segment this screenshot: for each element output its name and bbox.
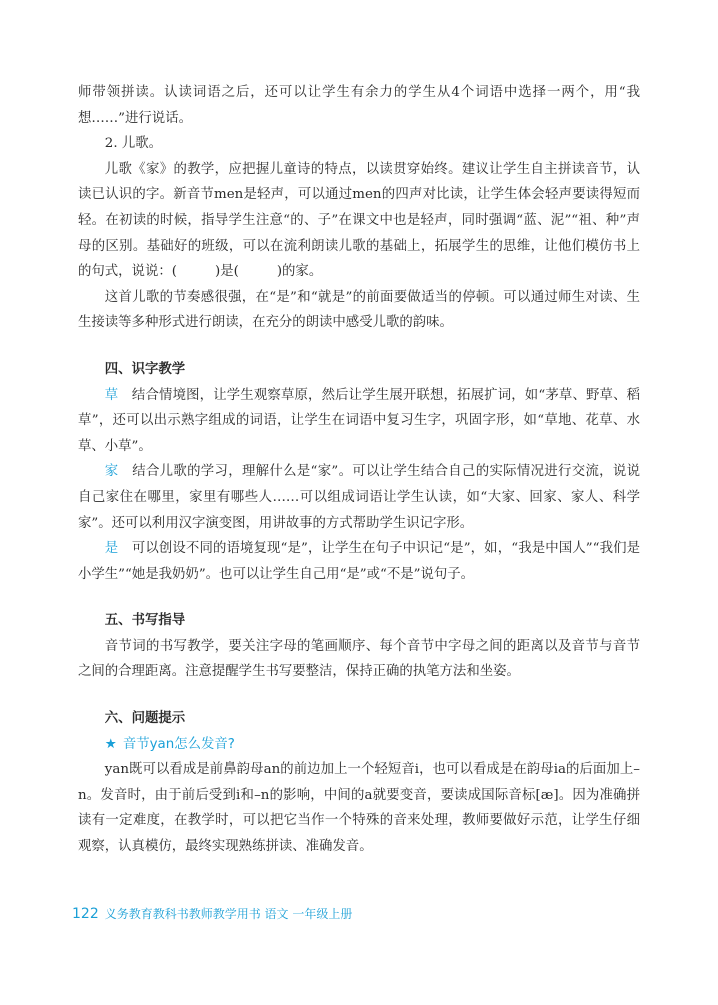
char-keyword-jia: 家 — [104, 464, 119, 480]
char-item-shi — [78, 536, 640, 587]
paragraph-song-end: )的家。 — [276, 264, 323, 280]
page-footer — [72, 905, 352, 922]
book-title: 义务教育教科书教师教学用书 语文 一年级上册 — [104, 907, 353, 921]
section-6-heading: 六、问题提示 — [104, 711, 186, 727]
char-text-shi: 可以创设不同的语境复现“是”，让学生在句子中识记“是”，如，“我是中国人”“我们是小学生”“她是我奶奶”。也可以让学生自己用“是”或“不是”说句子。 — [78, 541, 641, 582]
char-item-jia — [78, 459, 640, 536]
section-4-heading: 四、识字教学 — [104, 361, 186, 377]
page-number: 122 — [72, 906, 99, 922]
subheading-song: 2. 儿歌。 — [104, 136, 163, 152]
paragraph-song-text: 儿歌《家》的教学，应把握儿童诗的特点，以读贯穿始终。建议让学生自主拼读音节，认读已认识的字。新音节men是轻声，可以通过men的四声对比读，让学生体会轻声要读得短而轻。在初读的时候，指导学生注意“的、子”在课文中也是轻声，同时强调“蓝、泥”“祖、种”声母的区别。基础好的班级，可以在流利朗读儿歌的基础上，拓展学生的思维，让他们模仿书上的句式，说说：( — [78, 161, 640, 280]
paragraph-continued: 师带领拼读。认读词语之后，还可以让学生有余力的学生从4个词语中选择一两个，用“我想……”进行说话。 — [78, 85, 640, 126]
char-keyword-shi: 是 — [104, 541, 119, 557]
question-line — [78, 732, 640, 758]
question-text: 音节yan怎么发音? — [122, 736, 235, 752]
main-content — [78, 80, 640, 860]
char-item-cao — [78, 383, 640, 460]
star-icon: ★ — [104, 736, 117, 752]
char-text-jia: 结合儿歌的学习，理解什么是“家”。可以让学生结合自己的实际情况进行交流，说说自己家住在哪里，家里有哪些人……可以组成词语让学生认读，如“大家、回家、家人、科学家”。还可以利用汉字演变图，用讲故事的方式帮助学生识记字形。 — [78, 464, 640, 531]
char-text-cao: 结合情境图，让学生观察草原，然后让学生展开联想，拓展扩词，如“茅草、野草、稻草”，还可以出示熟字组成的词语，让学生在词语中复习生字，巩固字形，如“草地、花草、水草、小草”。 — [78, 387, 641, 454]
section-5-heading: 五、书写指导 — [104, 613, 186, 629]
section-6-text: yan既可以看成是前鼻韵母an的前边加上一个轻短音i，也可以看成是在韵母ia的后面加上–n。发音时，由于前后受到i和–n的影响，中间的a就要变音，要读成国际音标[æ]。因为准确拼读有一定难度，在教学时，可以把它当作一个特殊的音来处理，教师要做好示范，让学生仔细观察，认真模仿，最终实现熟练拼读、准确发音。 — [78, 762, 640, 855]
char-keyword-cao: 草 — [104, 387, 119, 403]
paragraph-song-mid: )是( — [214, 264, 239, 280]
section-5-text: 音节词的书写教学，要关注字母的笔画顺序、每个音节中字母之间的距离以及音节与音节之间的合理距离。注意提醒学生书写要整洁，保持正确的执笔方法和坐姿。 — [78, 638, 640, 680]
paragraph-rhythm: 这首儿歌的节奏感很强，在“是”和“就是”的前面要做适当的停顿。可以通过师生对读、生生接读等多种形式进行朗读，在充分的朗读中感受儿歌的韵味。 — [78, 289, 640, 331]
paragraph-song-teaching — [78, 157, 640, 285]
